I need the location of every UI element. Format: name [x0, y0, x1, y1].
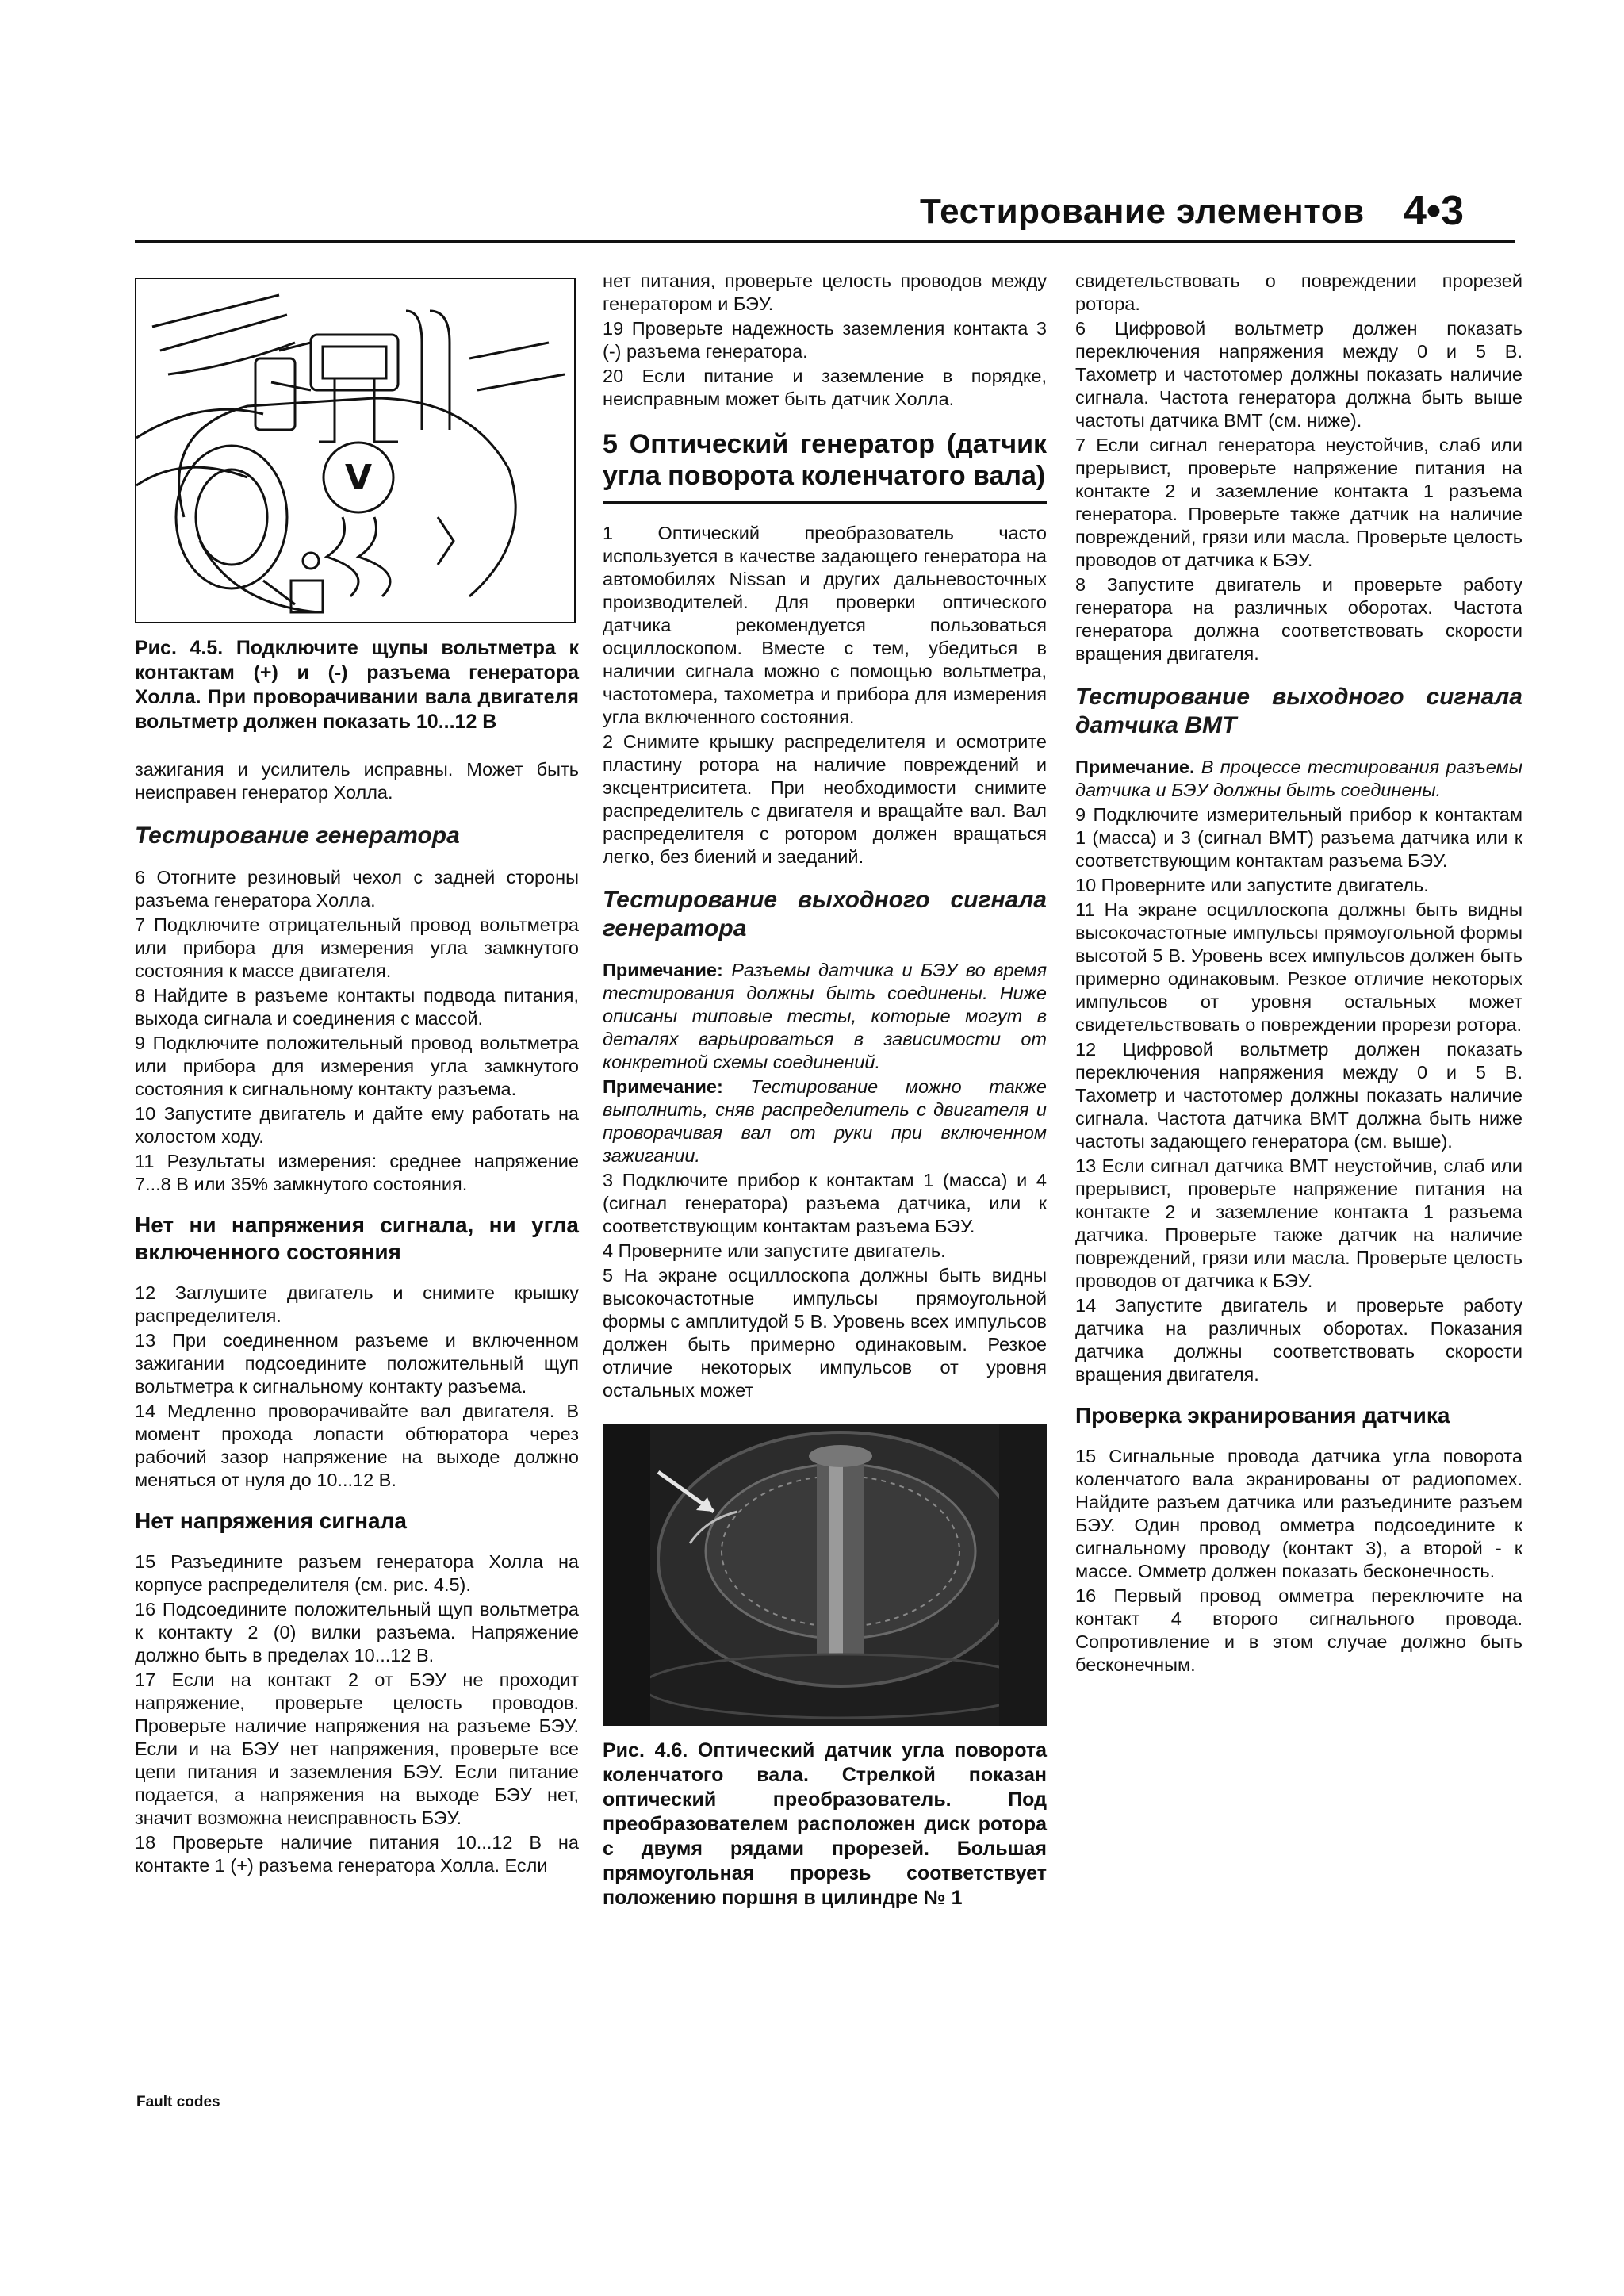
column-left — [135, 278, 579, 1879]
heading-generator-testing: Тестирование генератора — [135, 822, 460, 849]
paragraph-16: 16 Первый провод омметра переключите на контакт 4 второго сигнального провода. Сопротивление и в этом случае должно быть бесконечным. — [1075, 1585, 1522, 1675]
paragraph-1: 1 Оптический преобразователь часто используется в качестве задающего генератора на автомобилях Nissan и других дальневосточных производителей. Для проверки оптического датчика рекомендуется пользоваться осциллоскопом. Вместе с тем, убедиться в наличии сигнала можно с помощью вольтметра, частотомера, тахометра и прибора для измерения угла включенного состояния. — [603, 523, 1047, 727]
paragraph-4: 4 Проверните или запустите двигатель. — [603, 1240, 946, 1261]
column-right — [1075, 270, 1522, 1678]
paragraph-9: 9 Подключите положительный провод вольтметра или прибора для измерения угла замкнутого состояния к сигнальному контакту разъема. — [135, 1033, 579, 1099]
column-middle — [603, 270, 1047, 1934]
paragraph-13: 13 При соединенном разъеме и включенном зажигании подсоедините положительный щуп вольтметра к сигнальному контакту разъема. — [135, 1330, 579, 1397]
note-2-text: Тестирование можно также выполнить, сняв распределитель с двигателя и проворачивая вал от руки при включенном зажигании. — [603, 1076, 1047, 1166]
note-bmt-label: Примечание. — [1075, 757, 1195, 777]
paragraph-14: 14 Запустите двигатель и проверьте работу датчика на различных оборотах. Показания датчика должны соответствовать скорости вращения двигателя. — [1075, 1295, 1522, 1385]
note-1-text: Разъемы датчика и БЭУ во время тестирования должны быть соединены. Ниже описаны типовые тесты, которые могут в деталях варьироваться в зависимости от конкретной схемы соединений. — [603, 960, 1048, 1072]
paragraph-11: 11 На экране осциллоскопа должны быть видны высокочастотные импульсы прямоугольной формы высотой 5 В. Уровень всех импульсов должен быть примерно одинаковым. Резкое отличие некоторых импульсов от уровня остальных может свидетельствовать о повреждении прорези ротора. — [1075, 899, 1522, 1035]
paragraph-5: 5 На экране осциллоскопа должны быть видны высокочастотные импульсы прямоугольной формы с амплитудой 5 В. Уровень всех импульсов должен быть примерно одинаковым. Резкое отличие некоторых импульсов от уровня остальных может — [603, 1265, 1047, 1401]
paragraph-6: 6 Отогните резиновый чехол с задней стороны разъема генератора Холла. — [135, 867, 579, 910]
note-bmt — [1075, 756, 1522, 802]
paragraph-intro: зажигания и усилитель исправны. Может быть неисправен генератор Холла. — [135, 759, 579, 803]
paragraph-2: 2 Снимите крышку распределителя и осмотрите пластину ротора на наличие повреждений и эксцентриситета. При необходимости снимите распределитель с двигателя и вращайте вал. Вал распределителя с ротором должен вращаться легко, без биений и заеданий. — [603, 731, 1047, 867]
paragraph-18: 18 Проверьте наличие питания 10...12 В на контакте 1 (+) разъема генератора Холла. Если — [135, 1832, 579, 1876]
figure-4-6-caption: Рис. 4.6. Оптический датчик угла поворота коленчатого вала. Стрелкой показан оптический преобразователь. Под преобразователем расположен диск ротора с двумя рядами прорезей. Большая прямоугольная прорезь соответствует положению поршня в цилиндре № 1 — [603, 1739, 1047, 1909]
section-5-title: 5 Оптический генератор (датчик угла поворота коленчатого вала) — [603, 428, 1047, 504]
heading-bmt-signal: Тестирование выходного сигнала датчика ВМТ — [1075, 684, 1522, 738]
paragraph-6: 6 Цифровой вольтметр должен показать переключения напряжения между 0 и 5 В. Тахометр и частотомер должны показать наличие сигнала. Частота генератора должна быть выше частоты датчика ВМТ (см. ниже). — [1075, 318, 1522, 431]
paragraph-8: 8 Запустите двигатель и проверьте работу генератора на различных оборотах. Частота генератора должна соответствовать скорости вращения двигателя. — [1075, 574, 1522, 664]
note-1-label: Примечание: — [603, 960, 723, 980]
running-header-title: Тестирование элементов — [920, 192, 1365, 231]
paragraph-13: 13 Если сигнал датчика ВМТ неустойчив, слаб или прерывист, проверьте напряжение питания на контакте 2 и заземление контакта 1 разъема датчика. Проверьте также датчик на наличие повреждений, грязи или масла. Проверьте целость проводов от датчика к БЭУ. — [1075, 1156, 1522, 1291]
figure-4-5 — [135, 278, 576, 623]
page-number: 4•3 — [1404, 188, 1465, 234]
paragraph-14: 14 Медленно проворачивайте вал двигателя. В момент прохода лопасти обтюратора через рабочий зазор напряжение на выходе должно меняться от нуля до 10...12 В. — [135, 1401, 579, 1490]
paragraph-continued: свидетельствовать о повреждении прорезей ротора. — [1075, 270, 1522, 314]
paragraph-9: 9 Подключите измерительный прибор к контактам 1 (масса) и 3 (сигнал ВМТ) разъема датчика или к соответствующим контактам разъема БЭУ. — [1075, 804, 1522, 871]
paragraph-continued: нет питания, проверьте целость проводов между генератором и БЭУ. — [603, 270, 1047, 314]
paragraph-12: 12 Цифровой вольтметр должен показать переключения напряжения между 0 и 5 В. Тахометр и частотомер должны показать наличие сигнала. Частота датчика ВМТ должна быть ниже частоты задающего генератора (см. выше). — [1075, 1039, 1522, 1152]
heading-no-signal-angle: Нет ни напряжения сигнала, ни угла включенного состояния — [135, 1213, 579, 1264]
hall-generator-illustration — [136, 279, 574, 622]
header-rule — [135, 240, 1515, 243]
paragraph-7: 7 Если сигнал генератора неустойчив, слаб или прерывист, проверьте напряжение питания на контакте 2 и заземление контакта 1 разъема генератора. Проверьте также датчик на наличие повреждений, грязи или масла. Проверьте целость проводов от датчика к БЭУ. — [1075, 435, 1522, 570]
footer-label: Fault codes — [136, 2094, 220, 2110]
paragraph-11: 11 Результаты измерения: среднее напряжение 7...8 В или 35% замкнутого состояния. — [135, 1151, 579, 1194]
note-1 — [603, 959, 1047, 1074]
paragraph-7: 7 Подключите отрицательный провод вольтметра или прибора для измерения угла замкнутого состояния к массе двигателя. — [135, 914, 579, 981]
heading-shield-check: Проверка экранирования датчика — [1075, 1403, 1450, 1428]
figure-4-5-caption: Рис. 4.5. Подключите щупы вольтметра к контактам (+) и (-) разъема генератора Холла. При проворачивании вала двигателя вольтметр должен показать 10...12 В — [135, 637, 579, 733]
paragraph-12: 12 Заглушите двигатель и снимите крышку распределителя. — [135, 1282, 579, 1326]
note-bmt-text: В процессе тестирования разъемы датчика и БЭУ должны быть соединены. — [1075, 757, 1522, 800]
voltmeter-symbol: V — [344, 458, 373, 498]
paragraph-3: 3 Подключите прибор к контактам 1 (масса) и 4 (сигнал генератора) разъема датчика, или к соответствующим контактам разъема БЭУ. — [603, 1170, 1047, 1236]
note-2 — [603, 1075, 1047, 1167]
paragraph-15: 15 Разъедините разъем генератора Холла на корпусе распределителя (см. рис. 4.5). — [135, 1551, 579, 1595]
heading-no-signal: Нет напряжения сигнала — [135, 1508, 407, 1533]
figure-4-6-photo — [603, 1424, 1047, 1726]
note-2-label: Примечание: — [603, 1076, 723, 1097]
paragraph-8: 8 Найдите в разъеме контакты подвода питания, выхода сигнала и соединения с массой. — [135, 985, 579, 1029]
paragraph-10: 10 Проверните или запустите двигатель. — [1075, 875, 1429, 895]
paragraph-19: 19 Проверьте надежность заземления контакта 3 (-) разъема генератора. — [603, 318, 1047, 362]
optical-sensor-photo — [603, 1424, 1047, 1726]
paragraph-10: 10 Запустите двигатель и дайте ему работать на холостом ходу. — [135, 1103, 579, 1147]
paragraph-16: 16 Подсоедините положительный щуп вольтметра к контакту 2 (0) вилки разъема. Напряжение должно быть в пределах 10...12 В. — [135, 1599, 579, 1665]
paragraph-17: 17 Если на контакт 2 от БЭУ не проходит напряжение, проверьте целость проводов. Проверьте наличие напряжения на разъеме БЭУ. Если и на БЭУ нет напряжения, проверьте все цепи питания и заземления БЭУ. Если питание подается, а напряжения на выходе БЭУ нет, значит возможна неисправность БЭУ. — [135, 1669, 579, 1828]
paragraph-20: 20 Если питание и заземление в порядке, неисправным может быть датчик Холла. — [603, 366, 1047, 409]
heading-output-signal: Тестирование выходного сигнала генератора — [603, 887, 1047, 941]
paragraph-15: 15 Сигнальные провода датчика угла поворота коленчатого вала экранированы от радиопомех. Найдите разъем датчика или разъедините разъем БЭУ. Один провод омметра подсоедините к сигнальному проводу (контакт 3), а второй - к массе. Омметр должен показать бесконечность. — [1075, 1446, 1522, 1581]
